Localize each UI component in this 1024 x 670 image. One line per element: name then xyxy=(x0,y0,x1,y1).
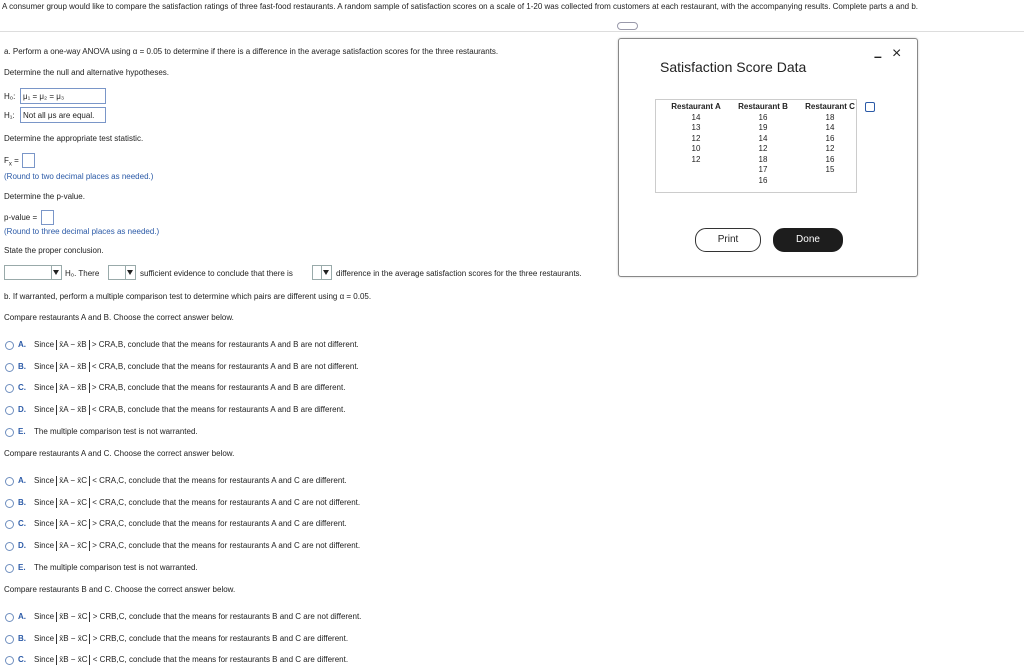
critical-range: > CRB,C, xyxy=(92,612,127,622)
mean-difference: x̄A − x̄C xyxy=(56,476,90,486)
answer-radio[interactable] xyxy=(5,477,14,486)
conclusion-mid: sufficient evidence to conclude that there is xyxy=(140,269,293,278)
conclusion-prompt: State the proper conclusion. xyxy=(4,246,104,255)
answer-letter: D. xyxy=(18,405,26,415)
critical-range: < CRA,B, xyxy=(91,405,126,415)
since-word: Since xyxy=(34,383,55,393)
round-three-note: (Round to three decimal places as needed.) xyxy=(4,227,160,236)
answer-letter: A. xyxy=(18,340,26,349)
h0-label: H₀: xyxy=(4,92,16,101)
column-restaurant-c: Restaurant C 18 14 16 12 16 15 xyxy=(805,102,855,174)
conclusion-text: conclude that the means for restaurants A and B are different. xyxy=(127,405,346,415)
part-a-instruction: a. Perform a one-way ANOVA using α = 0.05 to determine if there is a difference in the average satisfaction scores for the three restaurants. xyxy=(4,47,499,56)
answer-text[interactable] xyxy=(34,405,345,415)
since-word: Since xyxy=(34,340,55,350)
popup-title: Satisfaction Score Data xyxy=(660,59,807,75)
conclusion-text: conclude that the means for restaurants A and C are not different. xyxy=(128,497,361,507)
answer-radio[interactable] xyxy=(5,542,14,551)
answer-letter: C. xyxy=(18,519,26,529)
answer-letter: C. xyxy=(18,383,26,393)
answer-radio[interactable] xyxy=(5,635,14,644)
since-word: Since xyxy=(34,361,55,371)
mean-difference: x̄A − x̄C xyxy=(56,519,90,529)
answer-text[interactable]: The multiple comparison test is not warranted. xyxy=(34,562,198,572)
reject-dropdown[interactable] xyxy=(4,265,62,280)
chevron-down-icon xyxy=(321,266,331,279)
conclusion-text: conclude that the means for restaurants A and B are not different. xyxy=(127,361,359,371)
answer-text[interactable] xyxy=(34,498,360,508)
since-word: Since xyxy=(34,519,55,529)
conclusion-h0: H₀. There xyxy=(65,269,100,278)
minimize-icon[interactable]: – xyxy=(874,48,882,64)
answer-text[interactable] xyxy=(34,383,345,393)
compare-prompt: Compare restaurants A and C. Choose the correct answer below. xyxy=(4,449,235,458)
evidence-dropdown[interactable] xyxy=(108,265,136,280)
h1-answer[interactable]: Not all μs are equal. xyxy=(20,107,106,123)
part-b-instruction: b. If warranted, perform a multiple comparison test to determine which pairs are different using α = 0.05. xyxy=(4,292,372,301)
answer-text[interactable] xyxy=(34,541,360,551)
conclusion-text: conclude that the means for restaurants A and B are different. xyxy=(127,383,346,393)
answer-letter: A. xyxy=(18,476,26,485)
fx-label: $F_x$ = xyxy=(4,156,19,168)
answer-letter: E. xyxy=(18,562,26,572)
conclusion-text: conclude that the means for restaurants A and B are not different. xyxy=(127,340,359,350)
pvalue-input[interactable] xyxy=(41,210,54,225)
answer-radio[interactable] xyxy=(5,384,14,393)
answer-letter: B. xyxy=(18,633,26,643)
answer-text[interactable]: The multiple comparison test is not warranted. xyxy=(34,426,198,436)
since-word: Since xyxy=(34,633,55,643)
answer-letter: A. xyxy=(18,612,26,621)
print-button[interactable]: Print xyxy=(695,228,761,252)
critical-range: > CRB,C, xyxy=(92,633,127,643)
answer-text[interactable] xyxy=(34,519,347,529)
critical-range: > CRA,C, xyxy=(92,519,127,529)
answer-radio[interactable] xyxy=(5,341,14,350)
since-word: Since xyxy=(34,405,55,415)
critical-range: > CRA,B, xyxy=(91,383,126,393)
expand-toggle[interactable] xyxy=(617,22,638,30)
chevron-down-icon xyxy=(125,266,135,279)
since-word: Since xyxy=(34,476,55,486)
done-button[interactable]: Done xyxy=(773,228,843,252)
answer-radio[interactable] xyxy=(5,363,14,372)
compare-prompt: Compare restaurants B and C. Choose the correct answer below. xyxy=(4,585,236,594)
answer-radio[interactable] xyxy=(5,613,14,622)
answer-letter: D. xyxy=(18,541,26,551)
answer-letter: C. xyxy=(18,655,26,665)
critical-range: < CRB,C, xyxy=(92,655,127,665)
answer-radio[interactable] xyxy=(5,499,14,508)
chevron-down-icon xyxy=(51,266,61,279)
answer-radio[interactable] xyxy=(5,564,14,573)
conclusion-text: conclude that the means for restaurants B and C are different. xyxy=(128,655,349,665)
difference-dropdown[interactable] xyxy=(312,265,332,280)
data-table xyxy=(655,99,857,193)
critical-range: > CRA,C, xyxy=(92,541,127,551)
critical-range: < CRA,C, xyxy=(92,476,127,486)
answer-text[interactable] xyxy=(34,612,361,622)
since-word: Since xyxy=(34,612,55,622)
answer-text[interactable] xyxy=(34,655,348,665)
mean-difference: x̄A − x̄B xyxy=(56,362,89,372)
answer-text[interactable] xyxy=(34,340,359,350)
close-icon[interactable]: × xyxy=(892,45,902,62)
mean-difference: x̄A − x̄B xyxy=(56,383,89,393)
f-statistic-input[interactable] xyxy=(22,153,35,168)
mean-difference: x̄B − x̄C xyxy=(56,655,90,665)
answer-radio[interactable] xyxy=(5,520,14,529)
answer-letter: B. xyxy=(18,361,26,371)
compare-prompt: Compare restaurants A and B. Choose the correct answer below. xyxy=(4,313,234,322)
critical-range: < CRA,C, xyxy=(92,497,127,507)
h1-label: H₁: xyxy=(4,111,15,120)
critical-range: > CRA,B, xyxy=(91,340,126,350)
conclusion-text: conclude that the means for restaurants A and C are not different. xyxy=(128,541,361,551)
mean-difference: x̄B − x̄C xyxy=(56,634,90,644)
pvalue-label: p-value = xyxy=(4,213,38,222)
conclusion-text: conclude that the means for restaurants A and C are different. xyxy=(128,476,347,486)
mean-difference: x̄A − x̄C xyxy=(56,498,90,508)
h0-answer[interactable]: μ₁ = μ₂ = μ₃ xyxy=(20,88,106,104)
problem-header: A consumer group would like to compare the satisfaction ratings of three fast-food restaurants. A random sample of satisfaction scores on a scale of 1-20 was collected from customers at each restaurant, with the accompanying results. Complete parts a and b. xyxy=(2,2,919,11)
round-two-note: (Round to two decimal places as needed.) xyxy=(4,172,154,181)
mean-difference: x̄B − x̄C xyxy=(56,612,90,622)
since-word: Since xyxy=(34,655,55,665)
hypotheses-prompt: Determine the null and alternative hypotheses. xyxy=(4,68,169,77)
answer-radio[interactable] xyxy=(5,656,14,665)
since-word: Since xyxy=(34,497,55,507)
answer-text[interactable] xyxy=(34,362,359,372)
divider xyxy=(0,31,1024,32)
statistic-prompt: Determine the appropriate test statistic. xyxy=(4,134,144,143)
mean-difference: x̄A − x̄B xyxy=(56,405,89,415)
answer-text[interactable] xyxy=(34,634,348,644)
conclusion-text: conclude that the means for restaurants A and C are different. xyxy=(128,519,347,529)
since-word: Since xyxy=(34,541,55,551)
answer-letter: B. xyxy=(18,497,26,507)
conclusion-text: conclude that the means for restaurants B and C are not different. xyxy=(128,612,362,622)
answer-radio[interactable] xyxy=(5,406,14,415)
pvalue-prompt: Determine the p-value. xyxy=(4,192,85,201)
conclusion-text: conclude that the means for restaurants B and C are different. xyxy=(128,633,349,643)
critical-range: < CRA,B, xyxy=(91,361,126,371)
answer-letter: E. xyxy=(18,426,26,436)
copy-icon[interactable] xyxy=(865,102,875,112)
column-restaurant-b: Restaurant B 16 19 14 12 18 17 16 xyxy=(738,102,788,185)
mean-difference: x̄A − x̄C xyxy=(56,541,90,551)
data-popup xyxy=(618,38,918,277)
conclusion-end: difference in the average satisfaction scores for the three restaurants. xyxy=(336,269,582,278)
answer-radio[interactable] xyxy=(5,428,14,437)
column-restaurant-a: Restaurant A 14 13 12 10 12 xyxy=(671,102,721,164)
answer-text[interactable] xyxy=(34,476,347,486)
mean-difference: x̄A − x̄B xyxy=(56,340,89,350)
